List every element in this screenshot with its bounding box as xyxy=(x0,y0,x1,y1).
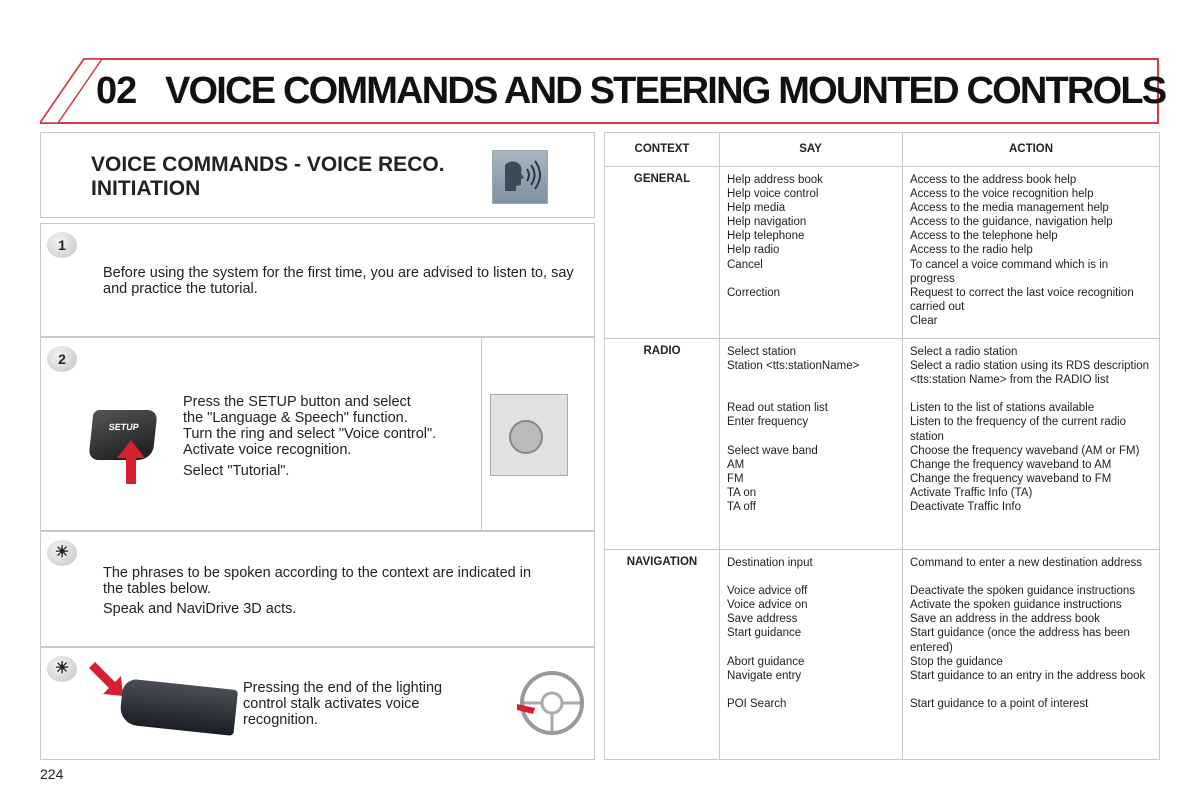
tip-stalk-text: Pressing the end of the lighting control stalk activates voice recognition. xyxy=(243,680,443,728)
arrow-down-right-icon xyxy=(89,662,125,698)
table-cell: Help voice control xyxy=(727,188,819,201)
step-badge: 1 xyxy=(47,232,77,258)
radio-console-image xyxy=(490,394,568,476)
action-column-radio xyxy=(910,345,1155,514)
table-cell: Help telephone xyxy=(727,230,805,243)
voice-commands-table xyxy=(604,132,1160,760)
table-cell: TA off xyxy=(727,501,756,514)
tip-panel-phrases xyxy=(40,531,595,647)
context-radio: RADIO xyxy=(643,345,681,357)
step-1-text: Before using the system for the first time, you are advised to listen to, say and practice the tutorial. xyxy=(103,265,574,297)
chapter-title: VOICE COMMANDS AND STEERING MOUNTED CONTROLS xyxy=(165,70,1166,112)
tip-panel-stalk xyxy=(40,647,595,760)
say-column-general xyxy=(727,173,897,328)
table-cell: Change the frequency waveband to FM xyxy=(910,472,1112,485)
step-badge: 2 xyxy=(47,346,77,372)
table-cell: TA on xyxy=(727,486,757,499)
header-context: CONTEXT xyxy=(634,143,690,155)
table-cell: AM xyxy=(727,458,745,471)
table-cell: Start guidance (once the address has been entered) xyxy=(910,627,1130,654)
table-cell: Access to the media management help xyxy=(910,202,1109,215)
table-cell: POI Search xyxy=(727,697,787,710)
table-cell: Choose the frequency waveband (AM or FM) xyxy=(910,444,1140,457)
table-cell: Abort guidance xyxy=(727,655,805,668)
tip-phrases-text: The phrases to be spoken according to the context are indicated in the tables below. Speak and NaviDrive 3D acts. xyxy=(103,565,532,617)
table-cell xyxy=(727,314,897,328)
setup-button-illustration: SETUP xyxy=(88,410,157,460)
table-cell: Deactivate the spoken guidance instructions xyxy=(910,585,1136,598)
action-column-navigation xyxy=(910,556,1155,711)
table-cell: Correction xyxy=(727,286,781,299)
table-cell: Destination input xyxy=(727,557,813,569)
table-cell: Access to the voice recognition help xyxy=(910,188,1094,201)
context-navigation: NAVIGATION xyxy=(626,556,698,568)
table-cell: Enter frequency xyxy=(727,416,809,429)
table-cell: Access to the radio help xyxy=(910,244,1033,257)
table-cell: Deactivate Traffic Info xyxy=(910,501,1022,514)
step-2-instructions: Press the SETUP button and select the "Language & Speech" function. Turn the ring and select "Voice control". Activate voice recognition. Select "Tutorial". xyxy=(183,394,437,479)
table-cell: Navigate entry xyxy=(727,669,802,682)
section-title: VOICE COMMANDS - VOICE RECO. INITIATION xyxy=(91,153,445,200)
lightbulb-icon: ☀ xyxy=(47,540,77,566)
table-cell: Select station xyxy=(727,346,797,358)
table-cell: Cancel xyxy=(727,258,763,271)
table-cell: Start guidance to an entry in the address book xyxy=(910,669,1146,682)
table-cell: Change the frequency waveband to AM xyxy=(910,458,1112,471)
arrow-up-icon xyxy=(117,440,145,484)
table-cell: Listen to the frequency of the current radio station xyxy=(910,416,1127,443)
lighting-stalk-image xyxy=(119,678,238,736)
table-cell: Save address xyxy=(727,613,798,626)
section-title-panel xyxy=(40,132,595,218)
table-cell: Listen to the list of stations available xyxy=(910,402,1095,415)
table-cell: Voice advice on xyxy=(727,599,808,612)
table-cell: Start guidance xyxy=(727,627,802,640)
table-cell: Request to correct the last voice recognition carried out xyxy=(910,286,1134,313)
voice-recognition-icon xyxy=(492,150,548,204)
table-cell: FM xyxy=(727,472,744,485)
table-cell: Select a radio station xyxy=(910,346,1018,358)
table-cell: Clear xyxy=(910,314,938,327)
step-1-panel xyxy=(40,223,595,337)
chapter-number: 02 xyxy=(96,70,137,112)
action-column-general xyxy=(910,173,1155,328)
table-cell: Station <tts:stationName> xyxy=(727,360,860,373)
table-cell: Save an address in the address book xyxy=(910,613,1100,626)
table-cell: Access to the address book help xyxy=(910,174,1077,186)
page-number: 224 xyxy=(40,766,64,782)
table-cell: Select a radio station using its RDS description <tts:station Name> from the RADIO list xyxy=(910,360,1150,387)
table-cell: Read out station list xyxy=(727,402,829,415)
table-cell: Voice advice off xyxy=(727,585,808,598)
table-cell: Start guidance to a point of interest xyxy=(910,697,1089,710)
step-2-panel xyxy=(40,337,595,531)
table-cell: Activate the spoken guidance instructions xyxy=(910,599,1122,612)
table-cell: Access to the guidance, navigation help xyxy=(910,216,1113,229)
table-cell: Help navigation xyxy=(727,216,807,229)
say-column-radio xyxy=(727,345,897,514)
table-cell: Help media xyxy=(727,202,786,215)
lightbulb-icon: ☀ xyxy=(47,656,77,682)
table-cell: Help address book xyxy=(727,174,823,186)
header-action: ACTION xyxy=(1008,143,1054,155)
context-general: GENERAL xyxy=(633,173,691,185)
table-cell: Command to enter a new destination address xyxy=(910,557,1143,569)
console-illustration xyxy=(481,338,596,531)
table-cell: To cancel a voice command which is in progress xyxy=(910,258,1109,285)
steering-wheel-icon xyxy=(517,670,587,736)
control-ring-icon xyxy=(509,420,543,454)
table-cell: Access to the telephone help xyxy=(910,230,1058,243)
header-say: SAY xyxy=(799,143,822,155)
table-cell: Stop the guidance xyxy=(910,655,1003,668)
table-cell: Select wave band xyxy=(727,444,818,457)
table-cell: Help radio xyxy=(727,244,780,257)
table-cell: Activate Traffic Info (TA) xyxy=(910,486,1033,499)
say-column-navigation xyxy=(727,556,897,711)
